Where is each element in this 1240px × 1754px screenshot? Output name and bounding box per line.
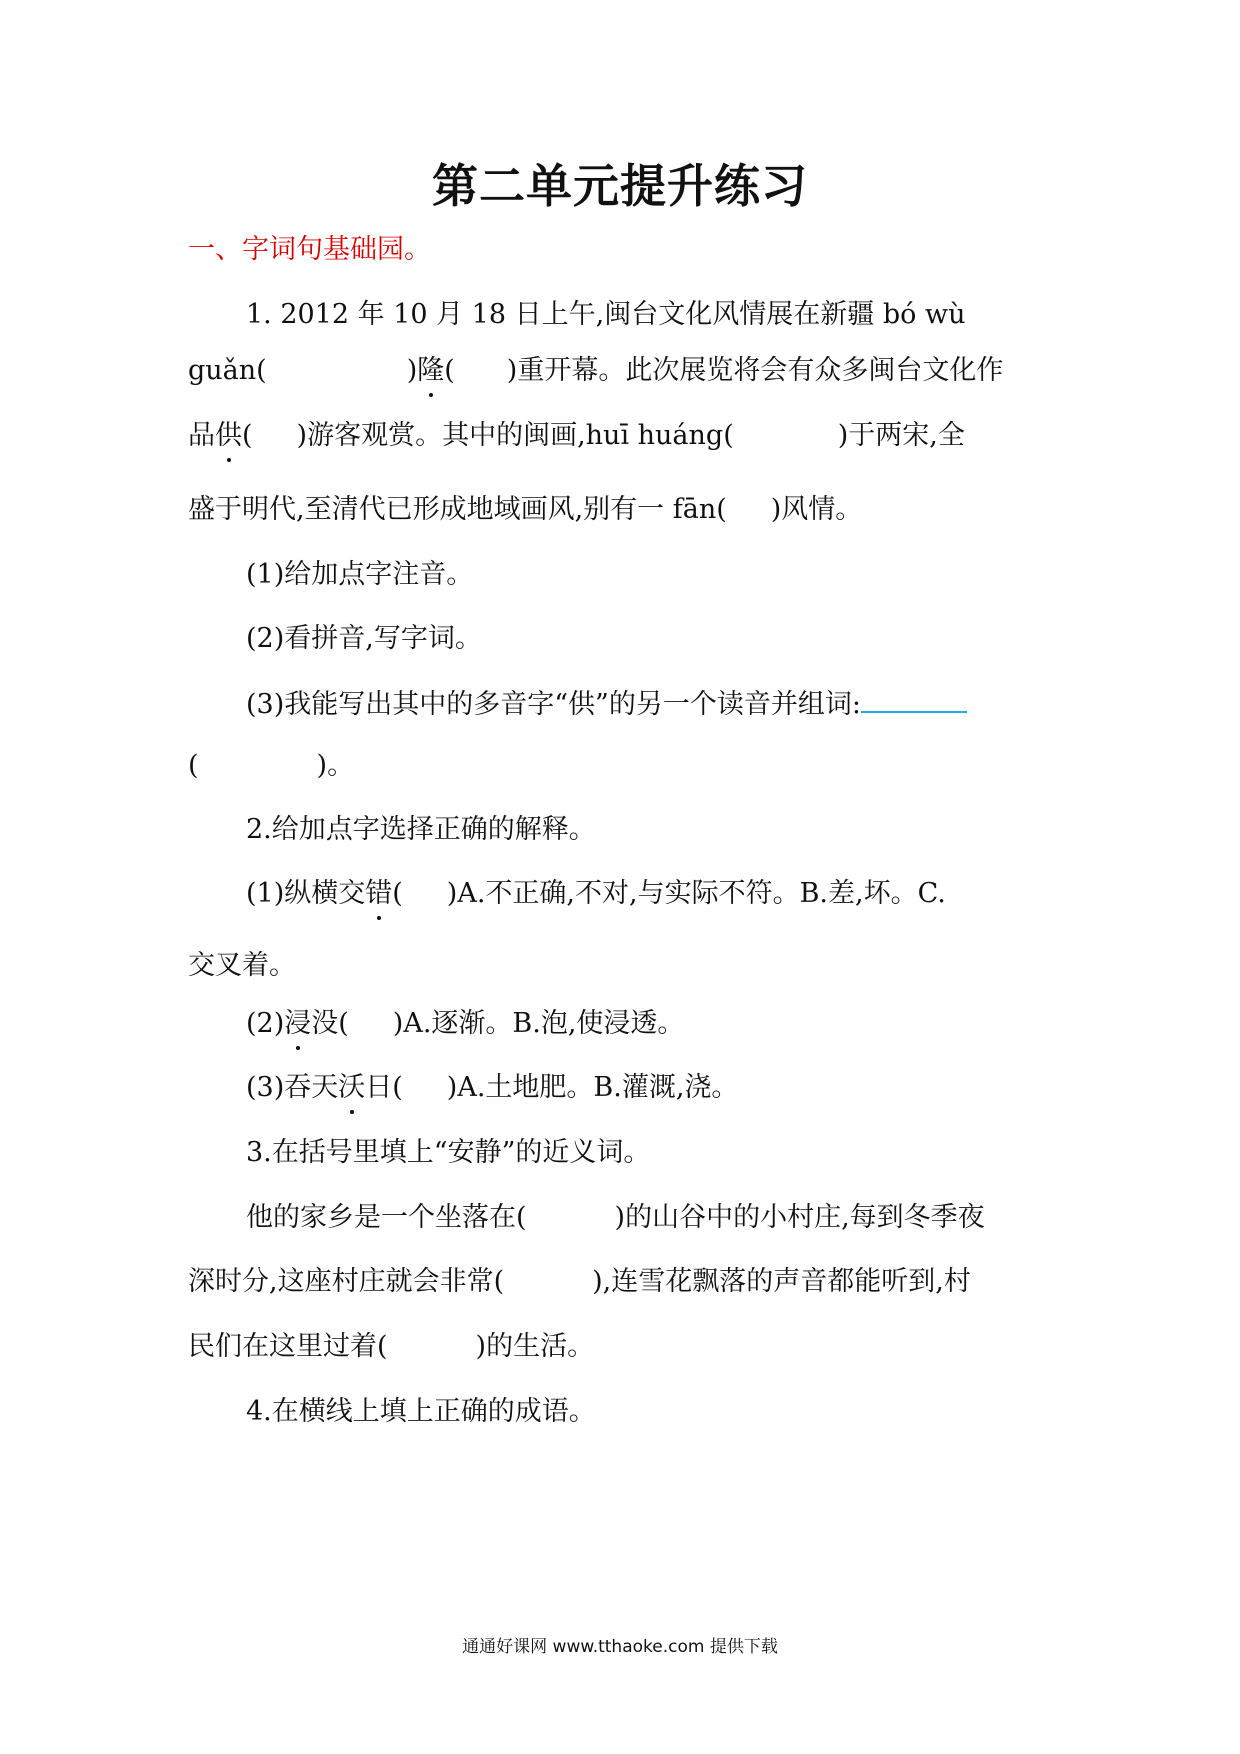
dotted-char: 隆 bbox=[417, 353, 444, 389]
q1-text: 盛于明代,至清代已形成地域画风,别有一 fān( bbox=[188, 494, 727, 525]
dotted-char: 沃 bbox=[338, 1070, 365, 1106]
q2-text: 没( bbox=[311, 1008, 349, 1039]
q3-para-1 bbox=[246, 1200, 985, 1236]
paren: )。 bbox=[316, 750, 355, 781]
dotted-char: 供 bbox=[215, 418, 242, 454]
q3-text: )的生活。 bbox=[475, 1331, 595, 1362]
dotted-char: 浸 bbox=[284, 1006, 311, 1042]
answer-blank[interactable] bbox=[861, 685, 967, 713]
q1-sub-3-text: (3)我能写出其中的多音字“供”的另一个读音并组词: bbox=[246, 689, 861, 720]
paren: ( bbox=[392, 878, 403, 909]
q4-heading: 4.在横线上填上正确的成语。 bbox=[246, 1396, 596, 1427]
q1-sub-3-cont bbox=[188, 748, 354, 784]
paren: ( bbox=[444, 355, 455, 386]
q2-text: )A.土地肥。B.灌溉,浇。 bbox=[446, 1072, 739, 1103]
q1-sub-2: (2)看拼音,写字词。 bbox=[246, 623, 482, 654]
q2-text: (1)纵横交 bbox=[246, 878, 366, 909]
q2-item-2 bbox=[246, 1006, 684, 1042]
q2-text: (3)吞天 bbox=[246, 1072, 339, 1103]
q3-text: ),连雪花飘落的声音都能听到,村 bbox=[592, 1266, 971, 1297]
q2-text: )A.逐渐。B.泡,使浸透。 bbox=[392, 1008, 685, 1039]
q1-text: 品 bbox=[188, 420, 215, 451]
q1-sub-1: (1)给加点字注音。 bbox=[246, 559, 474, 590]
q1-text: )重开幕。此次展览将会有众多闽台文化作 bbox=[506, 355, 1004, 386]
paren: ( bbox=[188, 750, 199, 781]
q2-item-1-cont: 交叉着。 bbox=[188, 950, 296, 981]
q2-heading: 2.给加点字选择正确的解释。 bbox=[246, 814, 596, 845]
q2-text: 日( bbox=[365, 1072, 403, 1103]
q1-text: )游客观赏。其中的闽画,huī huáng( bbox=[296, 420, 734, 451]
q1-line-1: 1. 2012 年 10 月 18 日上午,闽台文化风情展在新疆 bó wù bbox=[246, 299, 966, 330]
pinyin-text: guǎn( bbox=[188, 355, 267, 386]
q3-para-2 bbox=[188, 1264, 971, 1300]
page-footer: 通通好课网 www.tthaoke.com 提供下载 bbox=[462, 1637, 778, 1657]
q3-text: 深时分,这座村庄就会非常( bbox=[188, 1266, 505, 1297]
q2-item-3 bbox=[246, 1070, 738, 1106]
q2-text: )A.不正确,不对,与实际不符。B.差,坏。C. bbox=[446, 878, 946, 909]
q1-line-2 bbox=[188, 353, 1003, 389]
q2-item-1 bbox=[246, 876, 946, 912]
q3-text: )的山谷中的小村庄,每到冬季夜 bbox=[614, 1202, 985, 1233]
paren: ) bbox=[406, 355, 418, 386]
q1-line-3 bbox=[188, 418, 965, 454]
q3-para-3 bbox=[188, 1329, 594, 1365]
page-title: 第二单元提升练习 bbox=[432, 159, 808, 213]
paren: ( bbox=[242, 420, 253, 451]
q3-heading: 3.在括号里填上“安静”的近义词。 bbox=[246, 1137, 651, 1168]
q1-line-4 bbox=[188, 492, 862, 528]
q2-text: (2) bbox=[246, 1008, 285, 1039]
q1-text: )风情。 bbox=[770, 494, 863, 525]
section-heading: 一、字词句基础园。 bbox=[188, 234, 431, 265]
q3-text: 他的家乡是一个坐落在( bbox=[246, 1202, 527, 1233]
q1-sub-3 bbox=[246, 685, 967, 723]
q1-text: )于两宋,全 bbox=[837, 420, 965, 451]
q3-text: 民们在这里过着( bbox=[188, 1331, 388, 1362]
dotted-char: 错 bbox=[365, 876, 392, 912]
